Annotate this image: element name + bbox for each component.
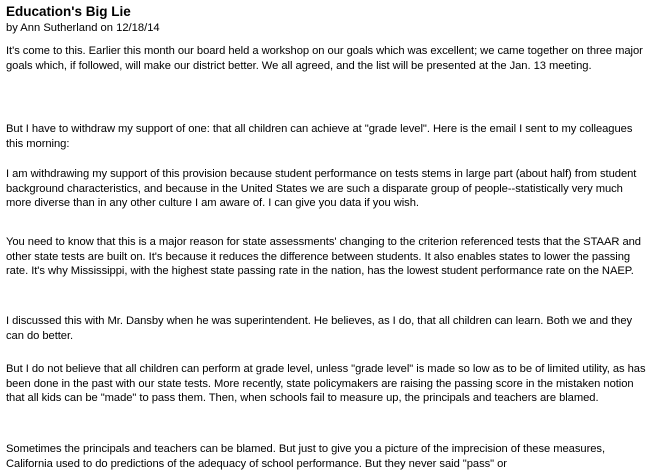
paragraph-intro: It's come to this. Earlier this month our board held a workshop on our goals which was excellent; we came together on three major goals which, if followed, will make our district better. We all agreed, and the list will be presented at the Jan. 13 meeting. xyxy=(6,45,643,72)
paragraph-dansby: I discussed this with Mr. Dansby when he was superintendent. He believes, as I do, that all children can learn. Both we and they can do better. xyxy=(6,315,633,342)
article-header xyxy=(6,4,646,35)
paragraph-withdraw: But I have to withdraw my support of one: that all children can achieve at "grade level". Here is the email I sent to my colleagues this morning: xyxy=(6,123,633,150)
paragraph-email-withdrawing: I am withdrawing my support of this provision because student performance on tests stems in large part (about half) from student background characteristics, and because in the United States we are such a disparate group of people--statistically very much more diverse than in any other culture I am aware of. I can give you data if you wish. xyxy=(6,168,637,209)
paragraph-california: Sometimes the principals and teachers can be blamed. But just to give you a picture of the imprecision of these measures, California used to do predictions of the adequacy of school performance. But they never said "pass" or xyxy=(6,443,606,470)
article-byline: by Ann Sutherland on 12/18/14 xyxy=(6,22,160,34)
article-title: Education's Big Lie xyxy=(6,4,131,19)
paragraph-grade-level: But I do not believe that all children can perform at grade level, unless "grade level" is made so low as to be of limited utility, as has been done in the past with our state tests. More recently, state policymakers are raising the passing score in the mistaken notion that all kids can be "made" to pass them. Then, when schools fail to measure up, the principals and teachers are blamed. xyxy=(6,363,646,404)
paragraph-state-assessments: You need to know that this is a major reason for state assessments' changing to the criterion referenced tests that the STAAR and other state tests are built on. It's because it reduces the difference between students. It also enables states to lower the passing rate. It's why Mississippi, with the highest state passing rate in the nation, has the lowest student performance rate on the NAEP. xyxy=(6,236,641,277)
